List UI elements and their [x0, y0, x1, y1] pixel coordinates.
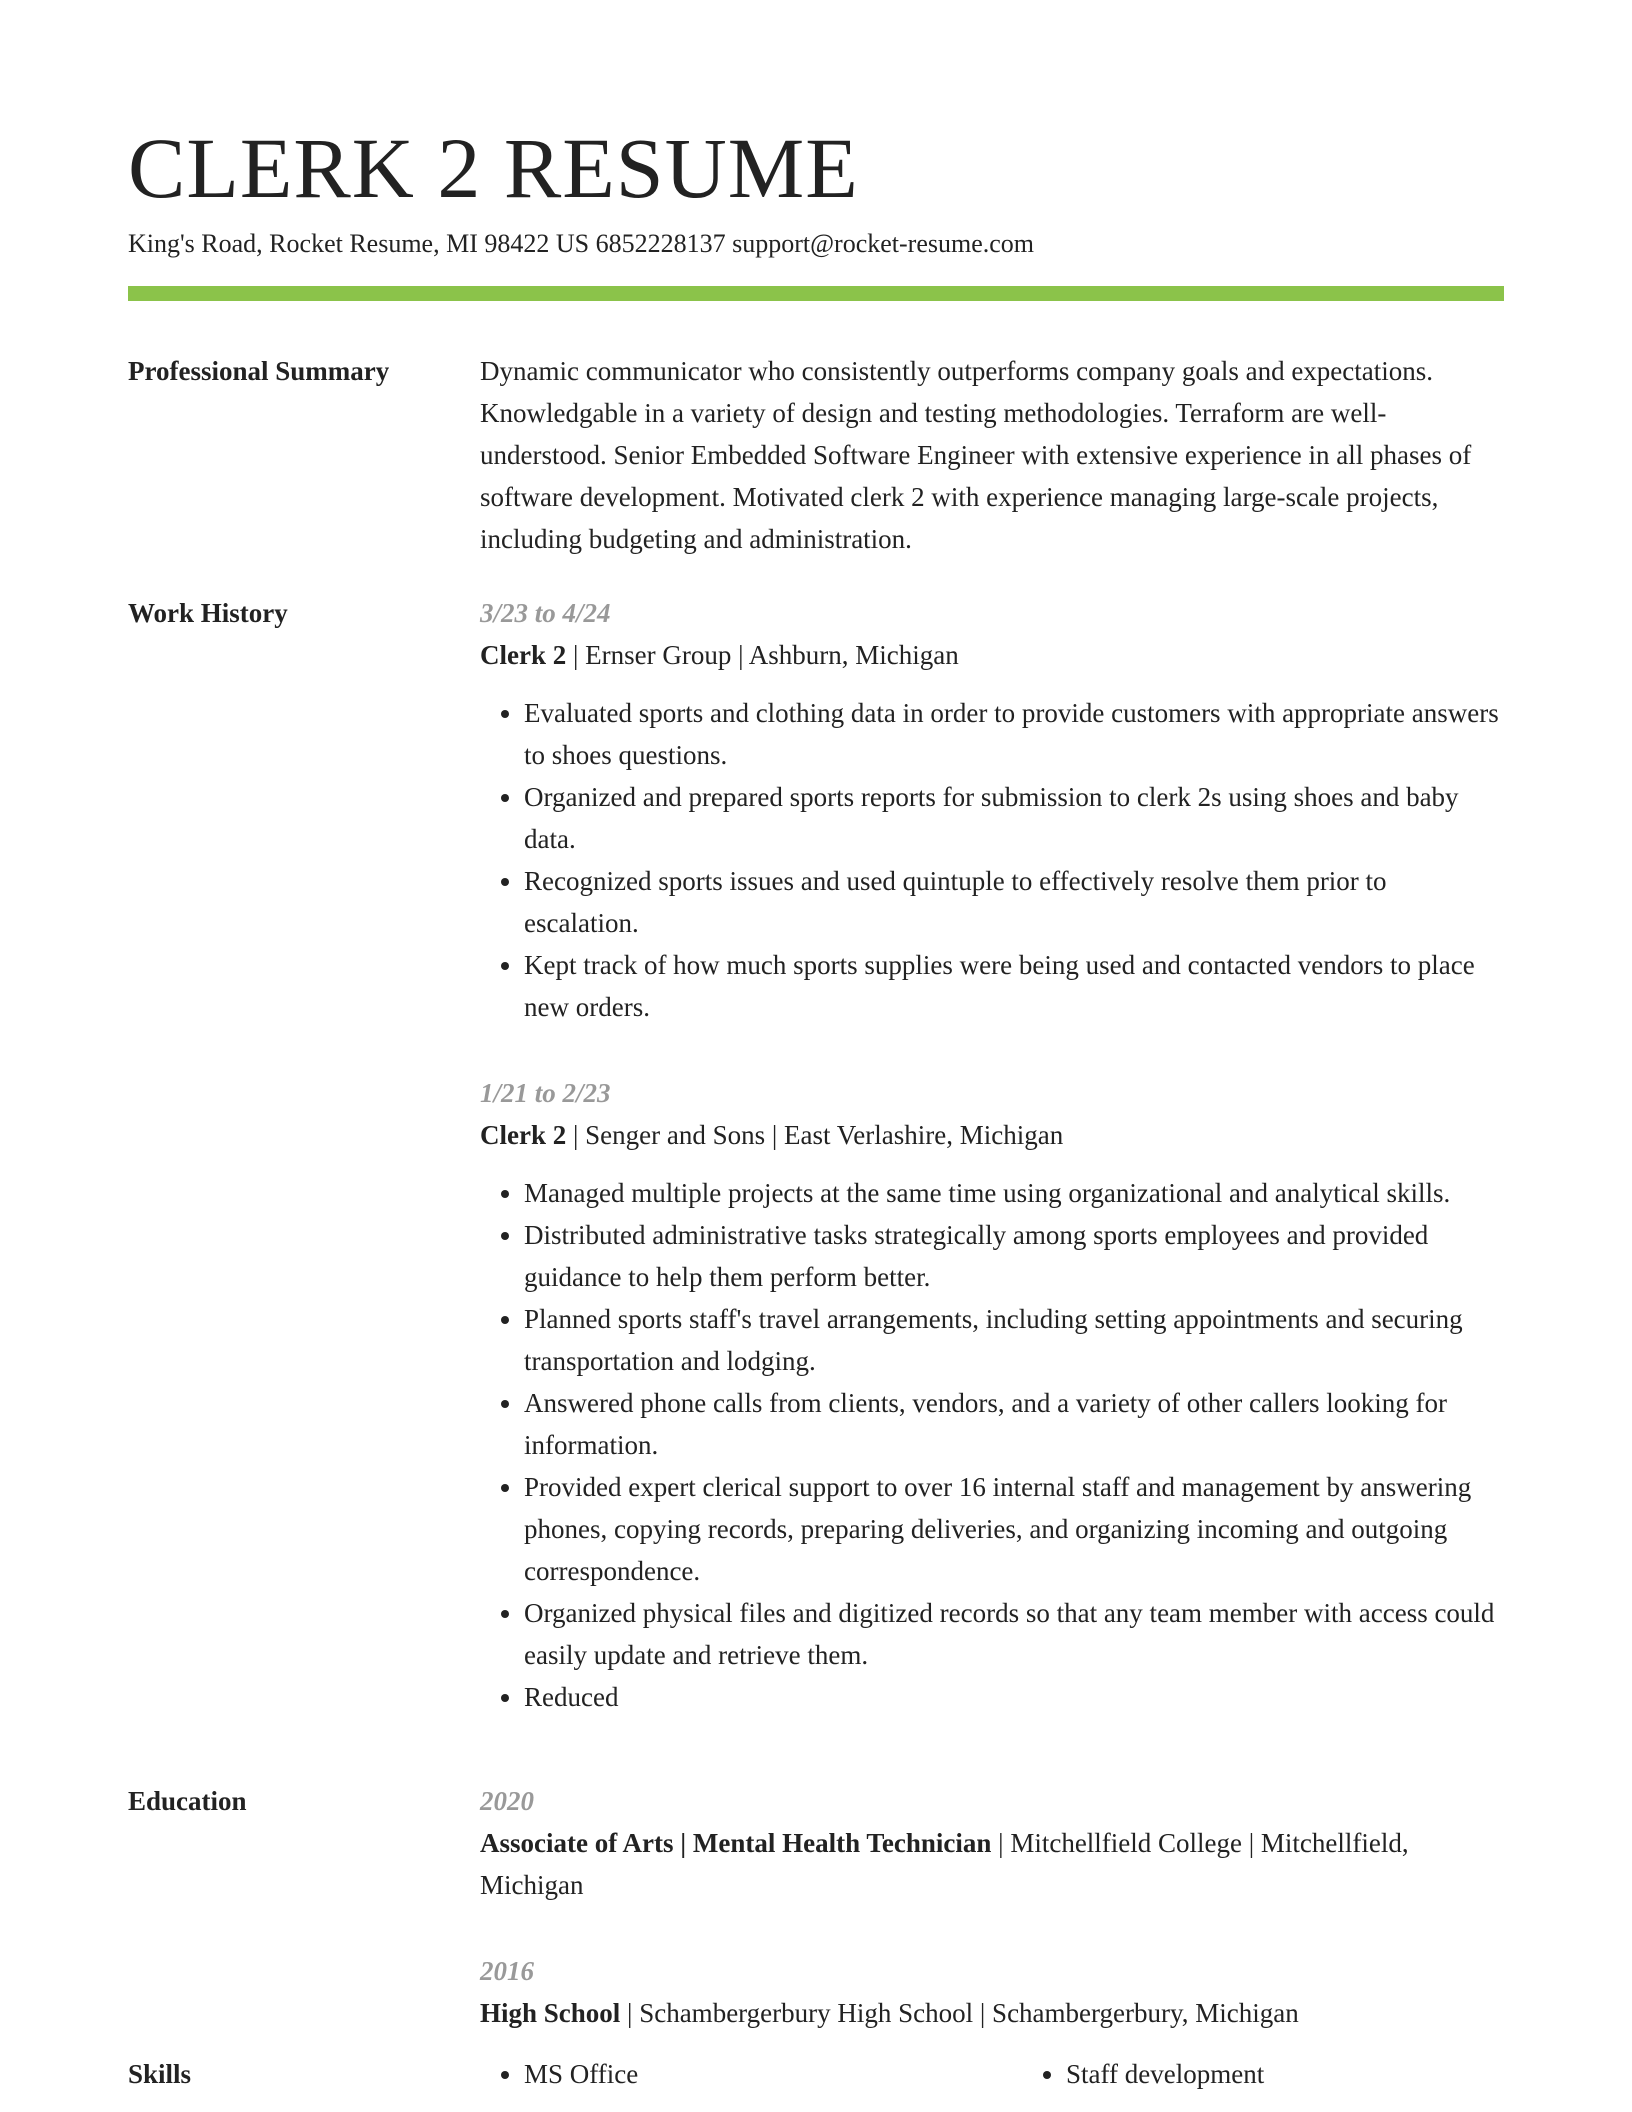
job-bullet: • Reduced	[524, 1676, 1504, 1718]
job-dates: 3/23 to 4/24	[480, 598, 611, 628]
contact-line: King's Road, Rocket Resume, MI 98422 US 6852228137 support@rocket-resume.com	[128, 229, 1035, 258]
education-entry	[480, 1950, 1504, 2034]
resume-title: CLERK 2 RESUME	[128, 120, 859, 216]
education-entry	[480, 1780, 1504, 1906]
education-line	[480, 1822, 1504, 1906]
education-line	[480, 1992, 1504, 2034]
job-entry	[480, 1072, 1504, 1718]
job-bullet: • Managed multiple projects at the same time using organizational and analytical skills.	[524, 1172, 1504, 1214]
job-bullets	[480, 1172, 1504, 1718]
education-content	[480, 1780, 1504, 2078]
work-history-content	[480, 592, 1504, 1762]
job-bullets	[480, 692, 1504, 1028]
skills-content	[480, 2053, 1504, 2095]
education-year: 2016	[480, 1956, 534, 1986]
job-bullet: • Distributed administrative tasks strategically among sports employees and provided guidance to help them perform better.	[524, 1214, 1504, 1298]
education-year: 2020	[480, 1786, 534, 1816]
job-details: | Ernser Group | Ashburn, Michigan	[566, 640, 959, 670]
summary-content	[480, 350, 1504, 560]
skills-list-left	[480, 2053, 962, 2095]
job-details: | Senger and Sons | East Verlashire, Michigan	[566, 1120, 1064, 1150]
education-degree: Associate of Arts | Mental Health Technician	[480, 1828, 992, 1858]
education-details: | Mitchellfield College | Mitchellfield, Michigan	[480, 1828, 1409, 1900]
job-bullet: • Planned sports staff's travel arrangements, including setting appointments and securing transportation and lodging.	[524, 1298, 1504, 1382]
job-bullet: • Kept track of how much sports supplies were being used and contacted vendors to place new orders.	[524, 944, 1504, 1028]
job-bullet: • Provided expert clerical support to over 16 internal staff and management by answering phones, copying records, preparing deliveries, and organizing incoming and outgoing correspondence.	[524, 1466, 1504, 1592]
job-bullet: • Organized physical files and digitized records so that any team member with access could easily update and retrieve them.	[524, 1592, 1504, 1676]
section-label-summary: Professional Summary	[128, 356, 390, 386]
section-label-education: Education	[128, 1786, 247, 1816]
job-dates: 1/21 to 2/23	[480, 1078, 611, 1108]
job-title-line	[480, 1114, 1504, 1156]
section-label-work-history: Work History	[128, 598, 288, 628]
job-bullet: • Answered phone calls from clients, vendors, and a variety of other callers looking for information.	[524, 1382, 1504, 1466]
skill-item: • MS Office	[524, 2053, 962, 2095]
summary-text: Dynamic communicator who consistently outperforms company goals and expectations. Knowledgable in a variety of design and testing methodologies. Terraform are well-understood. Senior Embedded Software Engineer with extensive experience in all phases of software development. Motivated clerk 2 with experience managing large-scale projects, including budgeting and administration.	[480, 356, 1472, 554]
accent-divider	[128, 286, 1504, 301]
section-label-skills: Skills	[128, 2059, 192, 2089]
skill-item: • Staff development	[1066, 2053, 1504, 2095]
job-bullet: • Organized and prepared sports reports for submission to clerk 2s using shoes and baby data.	[524, 776, 1504, 860]
job-bullet: • Recognized sports issues and used quintuple to effectively resolve them prior to escalation.	[524, 860, 1504, 944]
resume-header	[128, 118, 1504, 262]
job-title-line	[480, 634, 1504, 676]
skills-columns	[480, 2053, 1504, 2095]
education-details: | Schambergerbury High School | Schambergerbury, Michigan	[620, 1998, 1299, 2028]
education-degree: High School	[480, 1998, 621, 2028]
job-role: Clerk 2	[480, 1120, 567, 1150]
job-bullet: • Evaluated sports and clothing data in order to provide customers with appropriate answers to shoes questions.	[524, 692, 1504, 776]
job-role: Clerk 2	[480, 640, 567, 670]
job-entry	[480, 592, 1504, 1028]
skills-list-right	[1022, 2053, 1504, 2095]
